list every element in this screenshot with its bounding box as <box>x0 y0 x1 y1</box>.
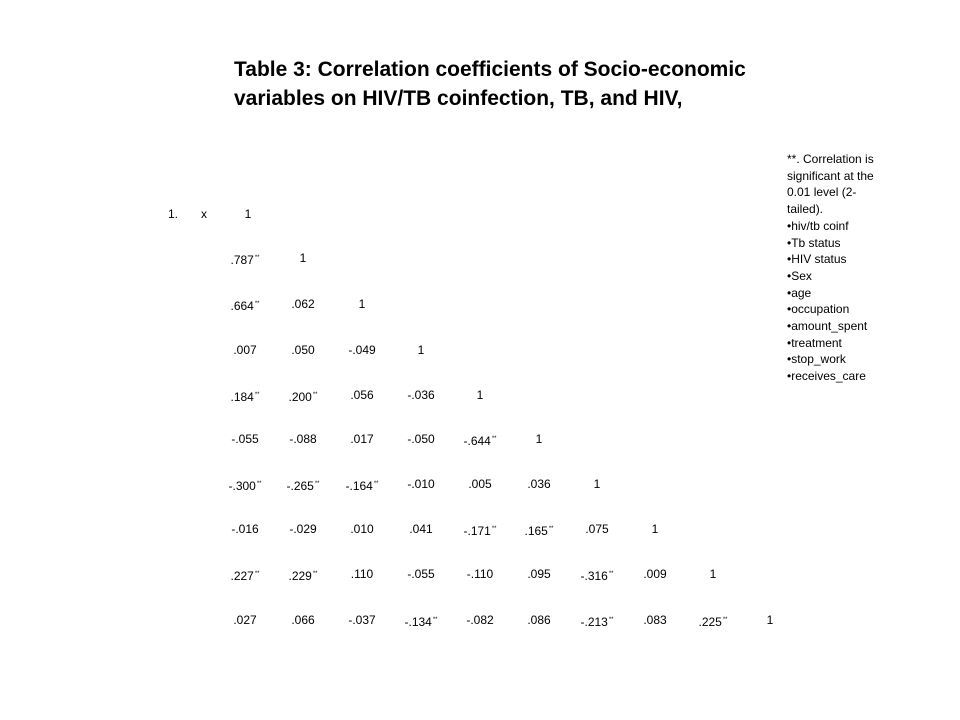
correlation-cell: -.171** <box>463 524 497 538</box>
title-line-2: variables on HIV/TB coinfection, TB, and HIV, <box>234 87 683 110</box>
correlation-cell: 1 <box>244 207 252 221</box>
correlation-cell: .664** <box>230 299 260 313</box>
correlation-cell: 1 <box>651 522 659 536</box>
correlation-cell: -.029 <box>289 522 317 536</box>
correlation-cell: -.316** <box>580 569 614 583</box>
correlation-cell: .165** <box>524 524 554 538</box>
significance-marker: ** <box>312 392 318 398</box>
correlation-cell: .056 <box>350 388 374 402</box>
correlation-cell: -.213** <box>580 615 614 629</box>
title-line-1: Table 3: Correlation coefficients of Socio-economic <box>234 58 746 81</box>
correlation-cell: .062 <box>291 297 315 311</box>
significance-marker: ** <box>254 255 260 261</box>
significance-marker: ** <box>314 481 320 487</box>
significance-marker: ** <box>608 571 614 577</box>
legend-item: • hiv/tb coinf <box>787 218 887 235</box>
correlation-cell: 1 <box>766 613 774 627</box>
correlation-cell: 1 <box>593 477 601 491</box>
correlation-cell: .086 <box>527 613 551 627</box>
correlation-cell: .229** <box>288 569 318 583</box>
row-number: 1. <box>168 207 179 221</box>
significance-marker: ** <box>432 617 438 623</box>
correlation-cell: -.082 <box>466 613 494 627</box>
correlation-cell: 1 <box>709 567 717 581</box>
correlation-cell: .184** <box>230 390 260 404</box>
correlation-cell: .041 <box>409 522 433 536</box>
significance-marker: ** <box>373 481 379 487</box>
correlation-cell: .009 <box>643 567 667 581</box>
correlation-cell: 1 <box>476 388 484 402</box>
correlation-cell: .110 <box>350 567 374 581</box>
correlation-cell: -.110 <box>466 567 494 581</box>
legend-item: • treatment <box>787 335 887 352</box>
significance-marker: ** <box>254 301 260 307</box>
correlation-cell: -.036 <box>407 388 435 402</box>
correlation-cell: 1 <box>535 432 543 446</box>
significance-marker: ** <box>312 571 318 577</box>
significance-marker: ** <box>491 436 497 442</box>
legend-item: • occupation <box>787 301 887 318</box>
correlation-cell: .066 <box>291 613 315 627</box>
correlation-cell: -.037 <box>348 613 376 627</box>
correlation-cell: -.010 <box>407 477 435 491</box>
legend-item: • Tb status <box>787 235 887 252</box>
legend-item: • amount_spent <box>787 318 887 335</box>
legend-item: • age <box>787 285 887 302</box>
correlation-cell: -.134** <box>404 615 438 629</box>
correlation-cell: -.055 <box>407 567 435 581</box>
correlation-cell: -.050 <box>407 432 435 446</box>
correlation-cell: .005 <box>468 477 492 491</box>
legend-item: • stop_work <box>787 351 887 368</box>
significance-marker: ** <box>491 526 497 532</box>
correlation-cell: 1 <box>417 343 425 357</box>
correlation-cell: 1 <box>299 251 307 265</box>
correlation-cell: -.644** <box>463 434 497 448</box>
correlation-cell: .787** <box>230 253 260 267</box>
correlation-cell: -.265** <box>286 479 320 493</box>
row-marker: x <box>201 207 207 221</box>
correlation-cell: -.016 <box>231 522 259 536</box>
significance-note <box>787 151 887 385</box>
significance-marker: ** <box>608 617 614 623</box>
correlation-cell: .200** <box>288 390 318 404</box>
correlation-cell: 1 <box>358 297 366 311</box>
significance-marker: ** <box>254 392 260 398</box>
correlation-cell: .010 <box>350 522 374 536</box>
legend-item: • HIV status <box>787 251 887 268</box>
correlation-cell: .007 <box>233 343 257 357</box>
correlation-cell: -.049 <box>348 343 376 357</box>
variable-legend <box>787 218 887 385</box>
correlation-cell: .075 <box>585 522 609 536</box>
correlation-cell: -.088 <box>289 432 317 446</box>
correlation-cell: .083 <box>643 613 667 627</box>
significance-marker: ** <box>254 571 260 577</box>
correlation-cell: .027 <box>233 613 257 627</box>
correlation-cell: .225** <box>698 615 728 629</box>
correlation-cell: -.300** <box>228 479 262 493</box>
correlation-cell: .036 <box>527 477 551 491</box>
legend-item: • Sex <box>787 268 887 285</box>
legend-item: • receives_care <box>787 368 887 385</box>
correlation-cell: -.055 <box>231 432 259 446</box>
significance-marker: ** <box>722 617 728 623</box>
correlation-cell: -.164** <box>345 479 379 493</box>
table-title <box>234 55 874 113</box>
significance-marker: ** <box>548 526 554 532</box>
significance-marker: ** <box>256 481 262 487</box>
correlation-cell: .095 <box>527 567 551 581</box>
correlation-cell: .017 <box>350 432 374 446</box>
correlation-cell: .227** <box>230 569 260 583</box>
significance-note-text: **. Correlation is significant at the 0.01 level (2-tailed). <box>787 152 874 217</box>
correlation-cell: .050 <box>291 343 315 357</box>
